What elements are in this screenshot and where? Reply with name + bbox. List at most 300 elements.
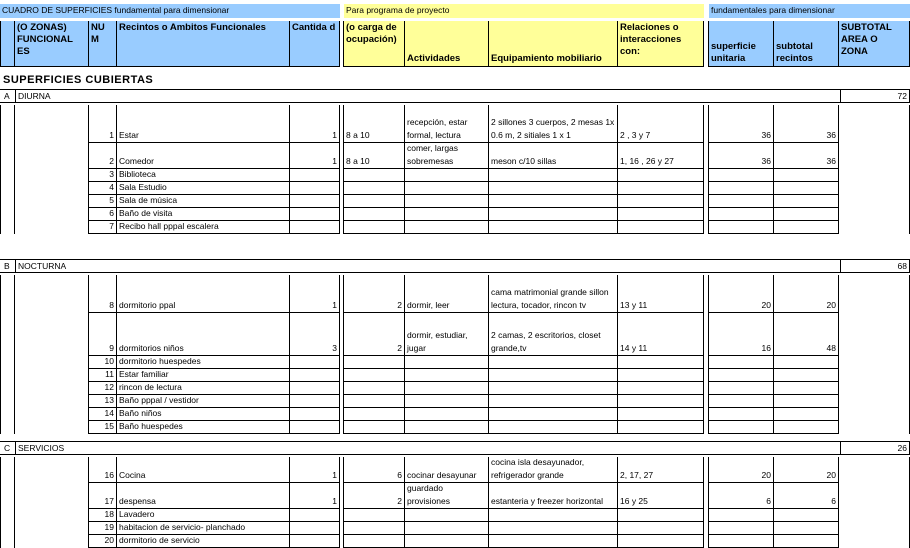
row-unit-area[interactable] bbox=[709, 457, 774, 483]
section-title bbox=[3, 74, 403, 88]
row-unit-area[interactable] bbox=[709, 421, 774, 434]
row-activities[interactable] bbox=[405, 105, 489, 143]
header-zonas[interactable] bbox=[15, 21, 89, 67]
banner-right bbox=[709, 4, 910, 18]
row-relations[interactable] bbox=[618, 195, 704, 208]
row-name[interactable] bbox=[117, 457, 290, 483]
row-occupancy[interactable] bbox=[344, 182, 405, 195]
zone-name-col bbox=[15, 369, 89, 382]
row-relations-text: 13 y 11 bbox=[620, 299, 648, 310]
row-unit-area[interactable] bbox=[709, 169, 774, 182]
zone-col bbox=[0, 275, 15, 313]
row-quantity-text: 1 bbox=[332, 299, 337, 310]
row-occupancy-text: 6 bbox=[397, 469, 402, 480]
row-number bbox=[89, 535, 117, 548]
row-relations[interactable] bbox=[618, 169, 704, 182]
row-number bbox=[89, 382, 117, 395]
row-number bbox=[89, 182, 117, 195]
row-unit-area[interactable] bbox=[709, 395, 774, 408]
row-name-text: Biblioteca bbox=[119, 169, 156, 179]
row-equipment[interactable] bbox=[489, 182, 618, 195]
row-equipment-text: 2 camas, 2 escritorios, closet grande,tv bbox=[491, 330, 601, 353]
row-occupancy[interactable] bbox=[344, 221, 405, 234]
row-name[interactable] bbox=[117, 182, 290, 195]
table-row bbox=[0, 535, 910, 548]
row-relations[interactable] bbox=[618, 457, 704, 483]
row-quantity[interactable] bbox=[290, 382, 340, 395]
row-number bbox=[89, 356, 117, 369]
row-name[interactable] bbox=[117, 221, 290, 234]
row-quantity[interactable] bbox=[290, 169, 340, 182]
row-relations-text: 2 , 3 y 7 bbox=[620, 129, 651, 140]
row-name[interactable] bbox=[117, 195, 290, 208]
row-occupancy[interactable] bbox=[344, 395, 405, 408]
row-relations[interactable] bbox=[618, 421, 704, 434]
row-relations-text: 16 y 25 bbox=[620, 495, 648, 506]
zone-subtotal-col bbox=[839, 535, 910, 548]
row-unit-area-text: 20 bbox=[761, 469, 771, 480]
header-subtotal-recintos[interactable] bbox=[774, 21, 839, 67]
zone-subtotal-col bbox=[839, 221, 910, 234]
row-name[interactable] bbox=[117, 483, 290, 509]
row-equipment-text: cama matrimonial grande sillon lectura, tocador, rincon tv bbox=[491, 287, 609, 310]
row-subtotal[interactable] bbox=[774, 313, 839, 356]
header-actividades[interactable] bbox=[405, 21, 489, 67]
row-number-text: 8 bbox=[109, 299, 114, 310]
row-number-text: 14 bbox=[104, 408, 114, 418]
row-occupancy[interactable] bbox=[344, 195, 405, 208]
row-subtotal[interactable] bbox=[774, 369, 839, 382]
row-subtotal[interactable] bbox=[774, 395, 839, 408]
zone-col bbox=[0, 408, 15, 421]
row-equipment[interactable] bbox=[489, 105, 618, 143]
zone-col bbox=[0, 522, 15, 535]
row-activities[interactable] bbox=[405, 535, 489, 548]
row-unit-area[interactable] bbox=[709, 221, 774, 234]
row-subtotal[interactable] bbox=[774, 169, 839, 182]
zone-name-col bbox=[15, 195, 89, 208]
row-quantity[interactable] bbox=[290, 313, 340, 356]
row-equipment-text: estanteria y freezer horizontal bbox=[491, 495, 603, 506]
row-number bbox=[89, 457, 117, 483]
zone-col bbox=[0, 509, 15, 522]
row-occupancy[interactable] bbox=[344, 522, 405, 535]
header-recintos-label: Recintos o Ambitos Funcionales bbox=[119, 22, 266, 33]
row-activities[interactable] bbox=[405, 522, 489, 535]
row-unit-area[interactable] bbox=[709, 143, 774, 169]
row-name-text: dormitorio huespedes bbox=[119, 356, 201, 366]
row-relations[interactable] bbox=[618, 208, 704, 221]
row-unit-area[interactable] bbox=[709, 208, 774, 221]
row-subtotal[interactable] bbox=[774, 457, 839, 483]
zone-name bbox=[15, 260, 215, 272]
row-relations[interactable] bbox=[618, 382, 704, 395]
row-occupancy[interactable] bbox=[344, 369, 405, 382]
zone-subtotal-value: 68 bbox=[897, 261, 907, 271]
row-name[interactable] bbox=[117, 395, 290, 408]
row-activities[interactable] bbox=[405, 395, 489, 408]
row-unit-area[interactable] bbox=[709, 182, 774, 195]
row-number-text: 16 bbox=[104, 469, 114, 480]
zone-col bbox=[0, 195, 15, 208]
header-subtotal-area[interactable] bbox=[839, 21, 910, 67]
row-unit-area[interactable] bbox=[709, 522, 774, 535]
row-equipment[interactable] bbox=[489, 169, 618, 182]
table-row bbox=[0, 143, 910, 169]
row-relations[interactable] bbox=[618, 509, 704, 522]
row-name[interactable] bbox=[117, 421, 290, 434]
row-equipment[interactable] bbox=[489, 369, 618, 382]
row-occupancy[interactable] bbox=[344, 382, 405, 395]
row-subtotal[interactable] bbox=[774, 356, 839, 369]
row-quantity[interactable] bbox=[290, 509, 340, 522]
zone-name-col bbox=[15, 169, 89, 182]
row-number bbox=[89, 421, 117, 434]
row-subtotal[interactable] bbox=[774, 195, 839, 208]
zone-col bbox=[0, 208, 15, 221]
row-equipment[interactable] bbox=[489, 457, 618, 483]
row-activities[interactable] bbox=[405, 143, 489, 169]
row-name-text: Lavadero bbox=[119, 509, 155, 519]
row-subtotal[interactable] bbox=[774, 535, 839, 548]
row-subtotal[interactable] bbox=[774, 221, 839, 234]
banner-middle bbox=[344, 4, 704, 18]
row-occupancy[interactable] bbox=[344, 208, 405, 221]
row-unit-area[interactable] bbox=[709, 509, 774, 522]
row-relations[interactable] bbox=[618, 275, 704, 313]
row-subtotal-text: 48 bbox=[826, 342, 836, 353]
row-name-text: despensa bbox=[119, 495, 156, 506]
header-actividades-label: Actividades bbox=[407, 53, 461, 64]
row-activities[interactable] bbox=[405, 356, 489, 369]
row-equipment[interactable] bbox=[489, 313, 618, 356]
row-quantity-text: 1 bbox=[332, 129, 337, 140]
row-occupancy[interactable] bbox=[344, 143, 405, 169]
row-number-text: 7 bbox=[109, 221, 114, 231]
row-unit-area[interactable] bbox=[709, 535, 774, 548]
row-relations[interactable] bbox=[618, 483, 704, 509]
row-occupancy[interactable] bbox=[344, 313, 405, 356]
row-number-text: 18 bbox=[104, 509, 114, 519]
zone-subtotal[interactable] bbox=[840, 441, 910, 455]
row-number-text: 15 bbox=[104, 421, 114, 431]
row-name-text: Cocina bbox=[119, 469, 146, 480]
row-unit-area[interactable] bbox=[709, 105, 774, 143]
row-name[interactable] bbox=[117, 522, 290, 535]
zone-subtotal-col bbox=[839, 457, 910, 483]
header-relaciones[interactable] bbox=[618, 21, 704, 67]
table-row bbox=[0, 313, 910, 356]
row-relations[interactable] bbox=[618, 143, 704, 169]
header-equipamiento-label: Equipamiento mobiliario bbox=[491, 53, 602, 64]
row-equipment[interactable] bbox=[489, 483, 618, 509]
zone-name-col bbox=[15, 275, 89, 313]
header-cantidad[interactable] bbox=[290, 21, 340, 67]
row-name-text: dormitorio de servicio bbox=[119, 535, 200, 545]
header-subtotal-area-label: SUBTOTAL AREA O ZONA bbox=[841, 22, 892, 57]
row-activities[interactable] bbox=[405, 275, 489, 313]
row-occupancy-text: 2 bbox=[397, 299, 402, 310]
row-unit-area-text: 6 bbox=[766, 495, 771, 506]
zone-name-col bbox=[15, 509, 89, 522]
row-relations[interactable] bbox=[618, 182, 704, 195]
row-activities[interactable] bbox=[405, 457, 489, 483]
row-equipment[interactable] bbox=[489, 395, 618, 408]
row-activities[interactable] bbox=[405, 408, 489, 421]
row-unit-area[interactable] bbox=[709, 313, 774, 356]
row-activities[interactable] bbox=[405, 221, 489, 234]
zone-name-col bbox=[15, 522, 89, 535]
header-subtotal-recintos-label: subtotal recintos bbox=[776, 41, 813, 64]
row-activities[interactable] bbox=[405, 208, 489, 221]
table-row bbox=[0, 221, 910, 234]
row-occupancy[interactable] bbox=[344, 275, 405, 313]
table-row bbox=[0, 356, 910, 369]
row-quantity[interactable] bbox=[290, 195, 340, 208]
row-quantity[interactable] bbox=[290, 421, 340, 434]
row-number-text: 20 bbox=[104, 535, 114, 545]
row-subtotal-text: 6 bbox=[831, 495, 836, 506]
zone-subtotal-col bbox=[839, 522, 910, 535]
zone-col bbox=[0, 457, 15, 483]
zone-subtotal[interactable] bbox=[840, 89, 910, 103]
row-activities[interactable] bbox=[405, 382, 489, 395]
zone-col bbox=[0, 182, 15, 195]
row-unit-area[interactable] bbox=[709, 382, 774, 395]
row-activities-text: recepción, estar formal, lectura bbox=[407, 117, 468, 140]
row-number bbox=[89, 522, 117, 535]
row-unit-area[interactable] bbox=[709, 356, 774, 369]
row-number-text: 10 bbox=[104, 356, 114, 366]
row-unit-area-text: 36 bbox=[761, 129, 771, 140]
row-unit-area[interactable] bbox=[709, 275, 774, 313]
row-quantity[interactable] bbox=[290, 457, 340, 483]
row-name[interactable] bbox=[117, 369, 290, 382]
row-number-text: 17 bbox=[104, 495, 114, 506]
zone-name-col bbox=[15, 408, 89, 421]
row-name-text: dormitorio ppal bbox=[119, 299, 176, 310]
row-activities[interactable] bbox=[405, 195, 489, 208]
row-name[interactable] bbox=[117, 356, 290, 369]
row-subtotal[interactable] bbox=[774, 105, 839, 143]
row-subtotal[interactable] bbox=[774, 143, 839, 169]
row-quantity[interactable] bbox=[290, 522, 340, 535]
row-unit-area[interactable] bbox=[709, 408, 774, 421]
header-num[interactable] bbox=[89, 21, 117, 67]
row-number bbox=[89, 509, 117, 522]
row-subtotal[interactable] bbox=[774, 208, 839, 221]
row-equipment[interactable] bbox=[489, 522, 618, 535]
row-quantity[interactable] bbox=[290, 275, 340, 313]
row-unit-area[interactable] bbox=[709, 369, 774, 382]
row-activities[interactable] bbox=[405, 369, 489, 382]
header-carga[interactable] bbox=[344, 21, 405, 67]
row-unit-area[interactable] bbox=[709, 483, 774, 509]
row-subtotal[interactable] bbox=[774, 522, 839, 535]
zone-name-col bbox=[15, 313, 89, 356]
zone-subtotal-col bbox=[839, 369, 910, 382]
row-quantity[interactable] bbox=[290, 182, 340, 195]
row-activities-text: dormir, leer bbox=[407, 299, 450, 310]
row-activities[interactable] bbox=[405, 421, 489, 434]
row-quantity[interactable] bbox=[290, 143, 340, 169]
row-subtotal[interactable] bbox=[774, 408, 839, 421]
row-occupancy[interactable] bbox=[344, 105, 405, 143]
zone-subtotal-value: 72 bbox=[897, 91, 907, 101]
row-activities[interactable] bbox=[405, 182, 489, 195]
row-equipment[interactable] bbox=[489, 509, 618, 522]
row-subtotal[interactable] bbox=[774, 421, 839, 434]
row-quantity[interactable] bbox=[290, 483, 340, 509]
row-equipment[interactable] bbox=[489, 143, 618, 169]
zone-letter bbox=[2, 260, 14, 272]
row-equipment[interactable] bbox=[489, 421, 618, 434]
row-quantity[interactable] bbox=[290, 535, 340, 548]
row-quantity-text: 3 bbox=[332, 342, 337, 353]
row-activities[interactable] bbox=[405, 483, 489, 509]
zone-name-col bbox=[15, 535, 89, 548]
row-quantity[interactable] bbox=[290, 105, 340, 143]
row-relations[interactable] bbox=[618, 313, 704, 356]
row-equipment[interactable] bbox=[489, 408, 618, 421]
row-occupancy[interactable] bbox=[344, 509, 405, 522]
row-occupancy[interactable] bbox=[344, 483, 405, 509]
zone-col bbox=[0, 313, 15, 356]
row-quantity[interactable] bbox=[290, 408, 340, 421]
row-relations[interactable] bbox=[618, 356, 704, 369]
table-row bbox=[0, 105, 910, 143]
zone-col bbox=[0, 143, 15, 169]
row-name[interactable] bbox=[117, 105, 290, 143]
row-number-text: 6 bbox=[109, 208, 114, 218]
row-name[interactable] bbox=[117, 535, 290, 548]
row-subtotal[interactable] bbox=[774, 509, 839, 522]
table-row bbox=[0, 483, 910, 509]
row-name[interactable] bbox=[117, 408, 290, 421]
row-subtotal[interactable] bbox=[774, 483, 839, 509]
row-quantity[interactable] bbox=[290, 395, 340, 408]
row-name-text: Baño pppal / vestidor bbox=[119, 395, 199, 405]
table-row bbox=[0, 195, 910, 208]
row-unit-area[interactable] bbox=[709, 195, 774, 208]
row-equipment[interactable] bbox=[489, 382, 618, 395]
row-name[interactable] bbox=[117, 382, 290, 395]
row-subtotal-text: 36 bbox=[826, 129, 836, 140]
zone-name-col bbox=[15, 221, 89, 234]
zone-subtotal-col bbox=[839, 169, 910, 182]
zone-name-text: NOCTURNA bbox=[18, 261, 67, 271]
zone-letter-text: B bbox=[4, 261, 10, 271]
row-quantity[interactable] bbox=[290, 221, 340, 234]
zone-col bbox=[0, 382, 15, 395]
row-occupancy[interactable] bbox=[344, 457, 405, 483]
row-number-text: 13 bbox=[104, 395, 114, 405]
row-equipment[interactable] bbox=[489, 195, 618, 208]
row-occupancy-text: 8 a 10 bbox=[346, 129, 370, 140]
row-name[interactable] bbox=[117, 509, 290, 522]
row-equipment[interactable] bbox=[489, 356, 618, 369]
row-activities[interactable] bbox=[405, 313, 489, 356]
row-equipment[interactable] bbox=[489, 535, 618, 548]
row-equipment[interactable] bbox=[489, 275, 618, 313]
row-equipment[interactable] bbox=[489, 208, 618, 221]
row-number bbox=[89, 195, 117, 208]
row-occupancy[interactable] bbox=[344, 535, 405, 548]
row-number-text: 3 bbox=[109, 169, 114, 179]
row-equipment[interactable] bbox=[489, 221, 618, 234]
table-row bbox=[0, 275, 910, 313]
row-relations[interactable] bbox=[618, 522, 704, 535]
row-number bbox=[89, 408, 117, 421]
zone-subtotal-col bbox=[839, 382, 910, 395]
row-number bbox=[89, 483, 117, 509]
row-name[interactable] bbox=[117, 313, 290, 356]
zone-subtotal-col bbox=[839, 208, 910, 221]
header-zonas-label: (O ZONAS) FUNCIONAL ES bbox=[17, 22, 73, 57]
row-occupancy[interactable] bbox=[344, 356, 405, 369]
row-relations[interactable] bbox=[618, 535, 704, 548]
header-sup-unitaria[interactable] bbox=[709, 21, 774, 67]
row-activities-text: cocinar desayunar bbox=[407, 469, 477, 480]
row-quantity[interactable] bbox=[290, 369, 340, 382]
row-unit-area-text: 20 bbox=[761, 299, 771, 310]
zone-col bbox=[0, 421, 15, 434]
banner-middle-text: Para programa de proyecto bbox=[346, 5, 450, 15]
row-quantity[interactable] bbox=[290, 356, 340, 369]
zone-name-col bbox=[15, 457, 89, 483]
row-relations[interactable] bbox=[618, 408, 704, 421]
row-activities[interactable] bbox=[405, 169, 489, 182]
zone-name-col bbox=[15, 395, 89, 408]
row-name-text: Sala de música bbox=[119, 195, 178, 205]
row-occupancy[interactable] bbox=[344, 169, 405, 182]
row-subtotal-text: 20 bbox=[826, 299, 836, 310]
row-subtotal[interactable] bbox=[774, 382, 839, 395]
row-relations-text: 2, 17, 27 bbox=[620, 469, 654, 480]
row-quantity[interactable] bbox=[290, 208, 340, 221]
row-name-text: Estar familiar bbox=[119, 369, 169, 379]
row-name-text: rincon de lectura bbox=[119, 382, 182, 392]
row-relations[interactable] bbox=[618, 105, 704, 143]
row-subtotal[interactable] bbox=[774, 275, 839, 313]
row-number-text: 1 bbox=[109, 129, 114, 140]
row-occupancy[interactable] bbox=[344, 421, 405, 434]
zone-letter-text: C bbox=[4, 443, 11, 453]
row-relations[interactable] bbox=[618, 395, 704, 408]
zone-subtotal[interactable] bbox=[840, 259, 910, 273]
zone-subtotal-col bbox=[839, 421, 910, 434]
header-equipamiento[interactable] bbox=[489, 21, 618, 67]
header-recintos[interactable] bbox=[117, 21, 290, 67]
zone-letter bbox=[2, 90, 14, 102]
zone-name-col bbox=[15, 483, 89, 509]
banner-right-text: fundamentales para dimensionar bbox=[711, 5, 835, 15]
row-occupancy[interactable] bbox=[344, 408, 405, 421]
row-relations[interactable] bbox=[618, 221, 704, 234]
row-name-text: Sala Estudio bbox=[119, 182, 167, 192]
row-name[interactable] bbox=[117, 208, 290, 221]
row-name[interactable] bbox=[117, 275, 290, 313]
row-subtotal[interactable] bbox=[774, 182, 839, 195]
row-name[interactable] bbox=[117, 143, 290, 169]
row-activities[interactable] bbox=[405, 509, 489, 522]
row-relations[interactable] bbox=[618, 369, 704, 382]
table-row bbox=[0, 369, 910, 382]
row-number bbox=[89, 105, 117, 143]
row-name[interactable] bbox=[117, 169, 290, 182]
col-gap bbox=[704, 21, 709, 67]
zone-subtotal-col bbox=[839, 105, 910, 143]
